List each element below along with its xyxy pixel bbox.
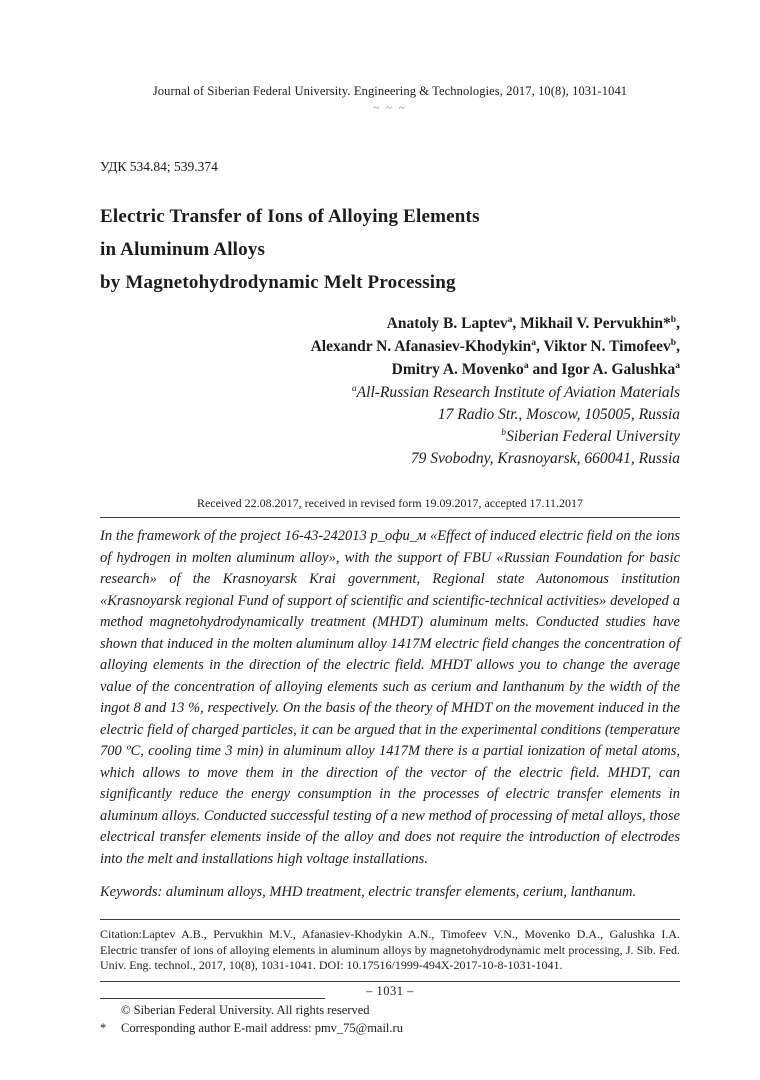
author-name: Dmitry A. Movenko [391, 361, 524, 378]
affiliation-marker: a [531, 336, 537, 348]
author-name: and Igor A. Galushka [528, 361, 676, 378]
affiliation-text: 17 Radio Str., Moscow, 105005, Russia [437, 406, 680, 423]
author-name: , Mikhail V. Pervukhin* [512, 315, 671, 332]
affiliation-line [100, 404, 680, 426]
affiliation-marker: b [670, 313, 677, 325]
author-name: , Viktor N. Timofeev [536, 338, 671, 355]
author-line [100, 312, 680, 335]
udc-number: УДК 534.84; 539.374 [100, 159, 218, 174]
abstract-text: In the framework of the project 16-43-242013 р_офи_м «Effect of induced electric field on the ions of hydrogen in molten aluminum alloy», with the support of FBU «Russian Foundation for basic research» of the Krasnoyarsk Krai government, Regional state Autonomous institution «Krasnoyarsk regional Fund of support of scientific and scientific-technical activities» developed a method magnetohydrodynamically treatment (MHDT) aluminum melts. Conducted studies have shown that induced in the molten aluminum alloy 1417M electric field changes the concentration of alloying elements in the direction of the electric field. MHDT allows you to change the average value of the concentration of alloying elements such as cerium and lanthanum by the width of the ingot 8 and 13 %, respectively. On the basis of the theory of MHDT on the movement induced in the electric field of charged particles, it can be argued that in the experimental conditions (temperature 700 ºC, cooling time 3 min) in aluminum alloy 1417M there is a partial ionization of metal atoms, which allows to move them in the direction of the vector of the electric field. MHDT, can significantly reduce the energy consumption in the processes of electric transfer elements in aluminum alloys. Conducted successful testing of a new method of processing of metal alloys, those electrical transfer elements inside of the alloy and does not require the introduction of electrodes into the melt and installations high voltage installations. [100, 528, 680, 867]
corresponding-author-marker: * [100, 1020, 107, 1035]
affiliation-line [100, 448, 680, 470]
author-name: Alexandr N. Afanasiev-Khodykin [310, 338, 532, 355]
authors-block [100, 312, 680, 381]
affiliations-block [100, 382, 680, 470]
corresponding-author-text: Corresponding author E-mail address: pmv_75@mail.ru [121, 1020, 403, 1035]
affiliation-text: All-Russian Research Institute of Aviation Materials [356, 384, 680, 401]
affiliation-line [100, 382, 680, 404]
divider-above-abstract [100, 517, 680, 518]
affiliation-marker: b [670, 336, 677, 348]
citation-block: Citation:Laptev A.B., Pervukhin M.V., Afanasiev-Khodykin A.N., Timofeev V.N., Movenko D.A., Galushka I.A. Electric transfer of ions of alloying elements in aluminum alloys by magnetohydrodynamic melt processing, J. Sib. Fed. Univ. Eng. technol., 2017, 10(8), 1031-1041. DOI: 10.17516/1999-494X-2017-10-8-1031-1041. [100, 927, 680, 972]
affiliation-marker: a [351, 382, 357, 394]
paper-title [100, 200, 680, 299]
footnote-block [100, 1001, 680, 1037]
received-dates-line: Received 22.08.2017, received in revised form 19.09.2017, accepted 17.11.2017 [196, 496, 584, 510]
author-line [100, 335, 680, 358]
copyright-line: © Siberian Federal University. All rights reserved [121, 1002, 370, 1017]
text-block [100, 0, 680, 1037]
author-name: Anatoly B. Laptev [386, 315, 508, 332]
divider-below-citation [100, 981, 680, 982]
title-line-3: by Magnetohydrodynamic Melt Processing [100, 272, 456, 293]
page-number: – 1031 – [366, 984, 414, 998]
keywords-line: Keywords: aluminum alloys, MHD treatment, electric transfer elements, cerium, lanthanum. [100, 884, 637, 900]
affiliation-line [100, 426, 680, 448]
journal-header: Journal of Siberian Federal University. Engineering & Technologies, 2017, 10(8), 1031-1041 [152, 84, 628, 98]
tilde-separator: ~ ~ ~ [373, 102, 407, 114]
affiliation-marker: a [675, 359, 680, 371]
affiliation-marker: a [507, 313, 513, 325]
author-separator: , [676, 315, 680, 332]
affiliation-text: Siberian Federal University [506, 428, 680, 445]
affiliation-marker: b [501, 426, 507, 438]
title-line-1: Electric Transfer of Ions of Alloying Elements [100, 206, 480, 227]
corresponding-author-line [100, 1019, 680, 1037]
divider-above-citation [100, 919, 680, 920]
author-line [100, 358, 680, 381]
affiliation-marker: a [523, 359, 529, 371]
title-line-2: in Aluminum Alloys [100, 239, 266, 260]
author-separator: , [676, 338, 680, 355]
affiliation-text: 79 Svobodny, Krasnoyarsk, 660041, Russia [410, 450, 680, 467]
